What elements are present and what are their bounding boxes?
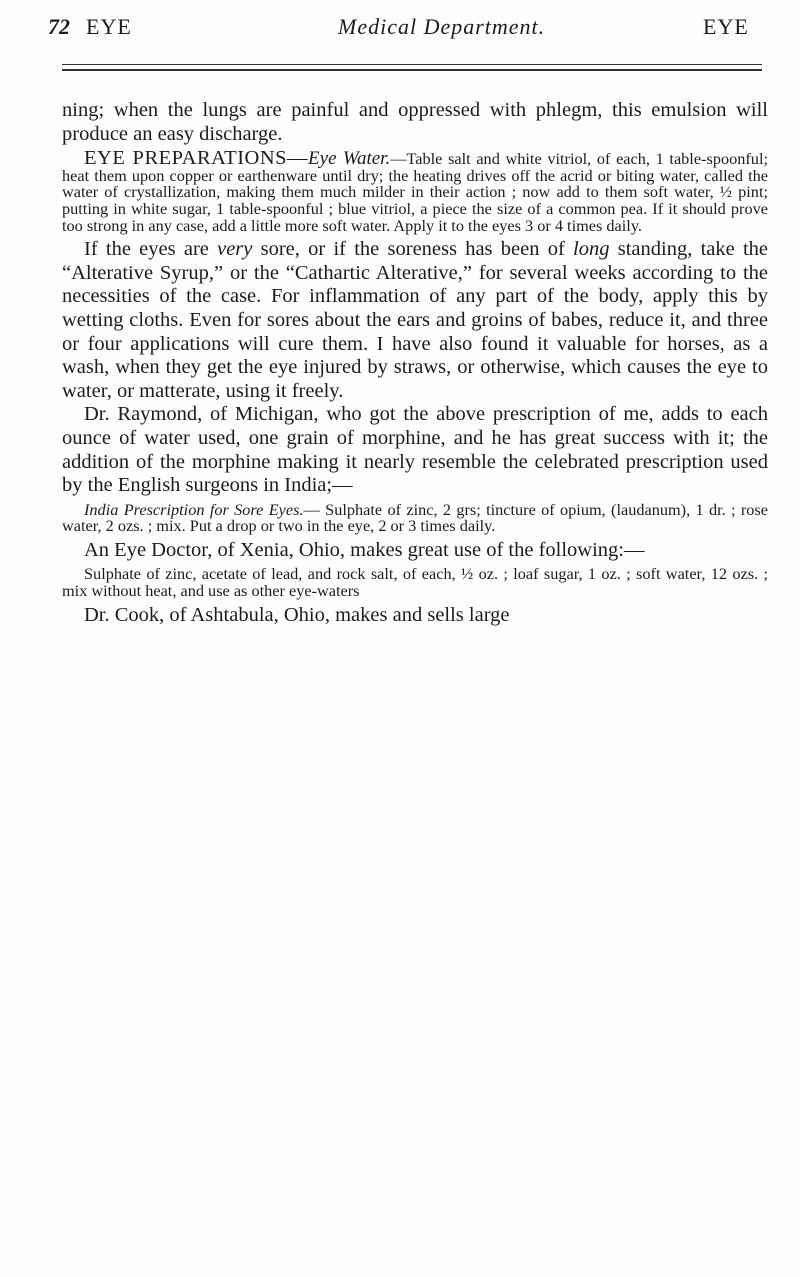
header-rule-thin	[62, 64, 762, 65]
paragraph-xenia-doctor: An Eye Doctor, of Xenia, Ohio, makes great use of the following:—	[84, 538, 645, 561]
header-section-title: Medical Department.	[338, 14, 546, 39]
header-rule-thick	[62, 69, 762, 71]
paragraph-dr-raymond: Dr. Raymond, of Michigan, who got the above prescription of me, adds to each ounce of water used, one grain of morphine, and he has great success with it; the addition of the morphine making it nearly resemble the celebrated prescription used by the English surgeons in India;—	[62, 403, 768, 497]
page-number: 72	[48, 14, 70, 39]
running-header	[48, 14, 760, 48]
recipe-title: India Prescription for Sore Eyes.	[84, 499, 304, 519]
paragraph-usage: If the eyes are very sore, or if the soreness has been of long standing, take the “Alterative Syrup,” or the “Cathartic Alterative,” for several weeks according to the necessities of the case. For inflammation of any part of the body, apply this by wetting cloths. Even for sores about the ears and groins of babes, reduce it, and three or four applications will cure them. I have also found it valuable for horses, as a wash, when they get the eye injured by straws, or otherwise, which causes the eye to water, or matterate, using it freely.	[62, 238, 769, 402]
paragraph-xenia-recipe: Sulphate of zinc, acetate of lead, and rock salt, of each, ½ oz. ; loaf sugar, 1 oz. ; soft water, 12 ozs. ; mix without heat, and use as other eye-waters	[62, 564, 768, 601]
emphasis-very: very	[217, 238, 253, 261]
recipe-body: —Table salt and white vitriol, of each, 1 table-spoonful; heat them upon copper or earthenware until dry; the heating drives off the acrid or biting water, called the water of crystallization, making them much milder in their action ; now add to them soft water, ½ pint; putting in white sugar, 1 table-spoonful ; blue vitriol, a piece the size of a common pea. If it should prove too strong in any case, add a little more soft water. Apply it to the eyes 3 or 4 times daily.	[62, 149, 768, 235]
recipe-body: — Sulphate of zinc, 2 grs; tincture of opium, (laudanum), 1 dr. ; rose water, 2 ozs. ; mix. Put a drop or two in the eye, 2 or 3 times daily.	[62, 499, 768, 536]
header-right-word: EYE	[703, 14, 749, 39]
section-heading: EYE PREPARATIONS—	[84, 147, 309, 170]
paragraph-india-prescription	[62, 499, 768, 536]
paragraph-eye-preparations	[62, 147, 768, 235]
paragraph-continuation: ning; when the lungs are painful and oppressed with phlegm, this emulsion will produce an easy discharge.	[62, 99, 768, 145]
paragraph-dr-cook: Dr. Cook, of Ashtabula, Ohio, makes and sells large	[84, 603, 510, 626]
header-left-word: EYE	[86, 14, 132, 39]
page-body	[62, 99, 768, 627]
recipe-title: Eye Water.	[308, 148, 391, 170]
emphasis-long: long	[573, 238, 610, 261]
